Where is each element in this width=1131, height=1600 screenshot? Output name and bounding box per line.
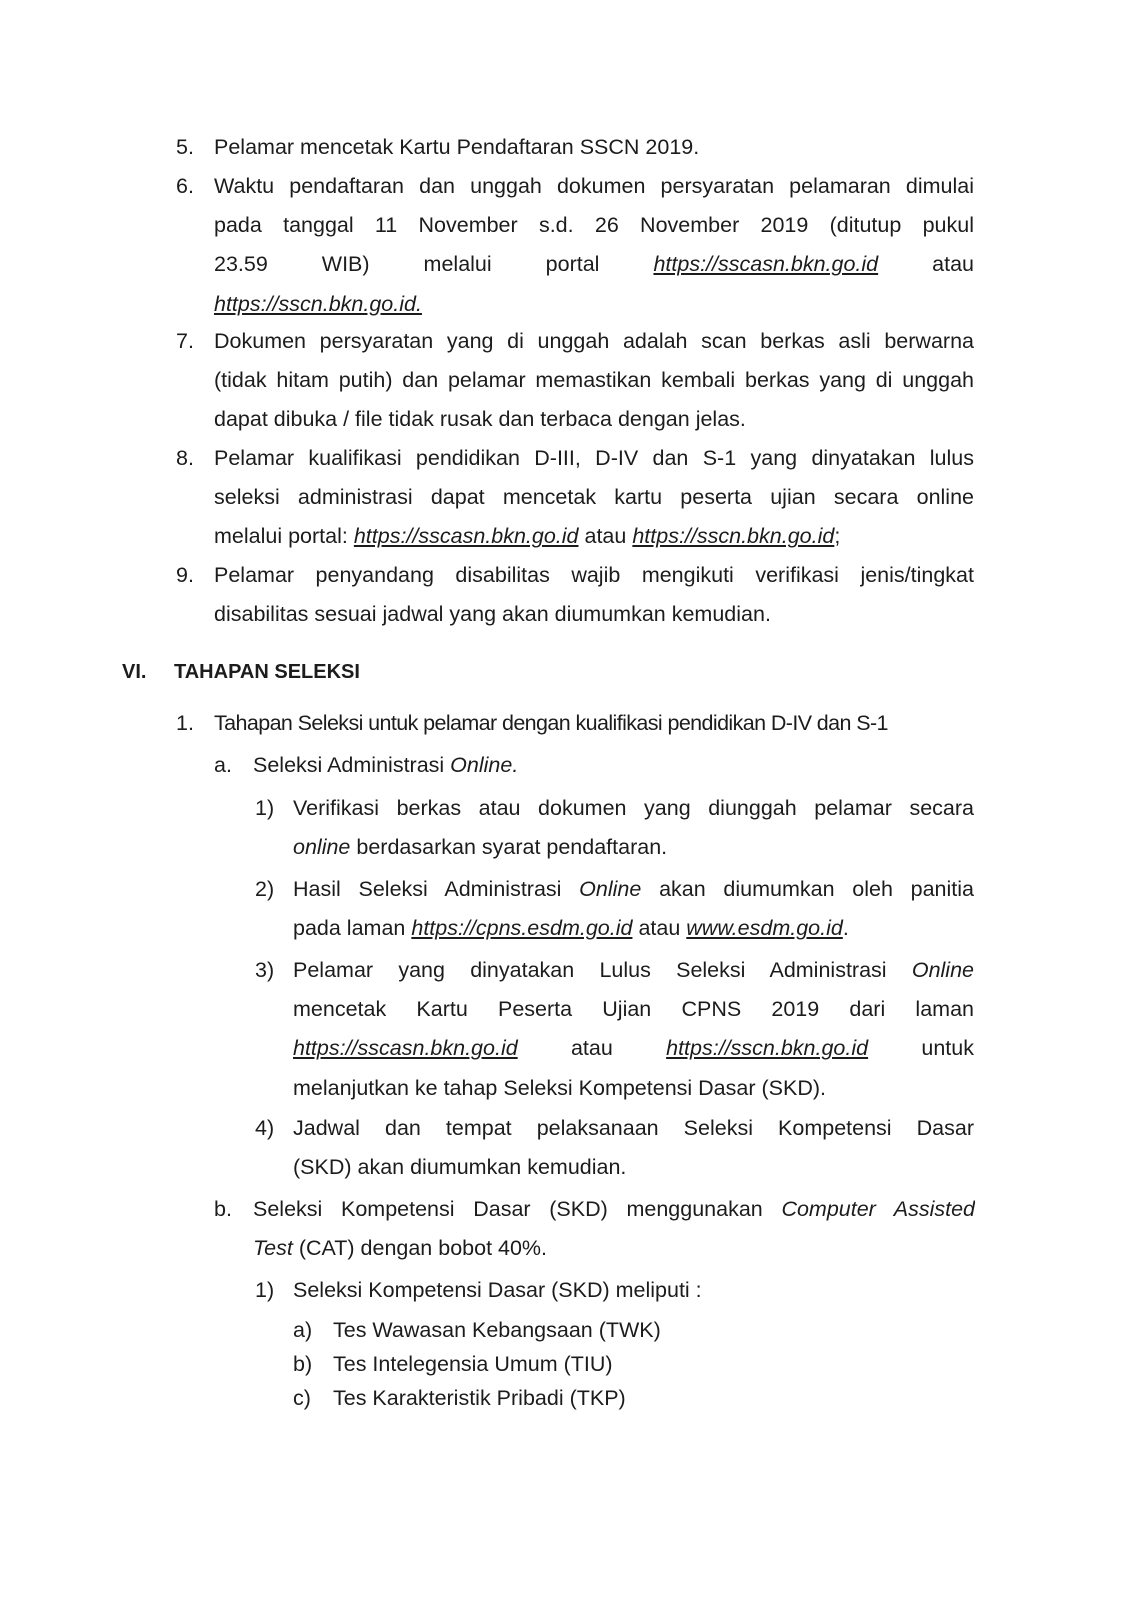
sscasn-link[interactable]: https://sscasn.bkn.go.id (293, 1036, 518, 1061)
paragraph-line: (tidak hitam putih) dan pelamar memastikan kembali berkas yang di unggah (214, 368, 974, 393)
test-name: Tes Wawasan Kebangsaan (TWK) (333, 1318, 661, 1342)
paragraph-line: Dokumen persyaratan yang di unggah adalah scan berkas asli berwarna (214, 329, 974, 353)
cpns-esdm-link[interactable]: https://cpns.esdm.go.id (411, 916, 633, 941)
paragraph-line: Pelamar penyandang disabilitas wajib mengikuti verifikasi jenis/tingkat (214, 563, 974, 587)
paragraph-line: pada tanggal 11 November s.d. 26 November 2019 (ditutup pukul (214, 213, 974, 238)
paragraph-line: mencetak Kartu Peserta Ujian CPNS 2019 dari laman (293, 997, 974, 1022)
sscasn-link[interactable]: https://sscasn.bkn.go.id (653, 252, 879, 277)
list-number: 9. (176, 563, 194, 587)
sub-letter: b. (214, 1197, 232, 1221)
paragraph-line: disabilitas sesuai jadwal yang akan diumumkan kemudian. (214, 602, 771, 627)
paragraph-line: Test (CAT) dengan bobot 40%. (253, 1236, 548, 1261)
paragraph-line (214, 285, 974, 324)
sub-letter: a. (214, 753, 232, 777)
test-name: Tes Intelegensia Umum (TIU) (333, 1352, 613, 1376)
section-title: TAHAPAN SELEKSI (174, 661, 360, 683)
section-roman-number: VI. (122, 661, 147, 683)
paragraph-line: melalui portal: https://sscasn.bkn.go.id atau https://sscn.bkn.go.id; (214, 524, 841, 549)
paragraph-line: pada laman https://cpns.esdm.go.id atau www.esdm.go.id. (293, 916, 849, 941)
sscasn-link[interactable]: https://sscasn.bkn.go.id (353, 524, 579, 549)
paragraph-line: Verifikasi berkas atau dokumen yang diunggah pelamar secara (293, 796, 974, 820)
paragraph-line: Pelamar kualifikasi pendidikan D-III, D-IV dan S-1 yang dinyatakan lulus (214, 446, 974, 470)
sub-item-title: Seleksi Administrasi Online. (253, 753, 519, 777)
test-name: Tes Karakteristik Pribadi (TKP) (333, 1386, 626, 1410)
paragraph-line: Jadwal dan tempat pelaksanaan Seleksi Kompetensi Dasar (293, 1116, 974, 1140)
list-number: 7. (176, 329, 194, 353)
list-number: 6. (176, 174, 194, 198)
paragraph-line: melanjutkan ke tahap Seleksi Kompetensi Dasar (SKD). (293, 1075, 826, 1100)
list-number: 2) (255, 877, 275, 901)
paragraph-line: Hasil Seleksi Administrasi Online akan diumumkan oleh panitia (293, 877, 974, 901)
sub-item-text: Seleksi Kompetensi Dasar (SKD) meliputi : (293, 1278, 702, 1302)
list-number: 1. (176, 711, 194, 735)
paragraph-line: dapat dibuka / file tidak rusak dan terbaca dengan jelas. (214, 407, 746, 432)
list-item-text: Pelamar mencetak Kartu Pendaftaran SSCN 2019. (214, 135, 700, 159)
sscn-link[interactable]: https://sscn.bkn.go.id (666, 1036, 869, 1061)
list-number: 1) (255, 1278, 275, 1302)
paragraph-line: online berdasarkan syarat pendaftaran. (293, 835, 668, 860)
list-number: 3) (255, 958, 275, 982)
paragraph-line: 23.59 WIB) melalui portal https://sscasn.bkn.go.id atau (214, 252, 974, 277)
list-number: 8. (176, 446, 194, 470)
paragraph-line: Waktu pendaftaran dan unggah dokumen persyaratan pelamaran dimulai (214, 174, 974, 198)
paragraph-line: (SKD) akan diumumkan kemudian. (293, 1155, 627, 1180)
list-number: 5. (176, 135, 194, 159)
paragraph-line: https://sscasn.bkn.go.id atau https://sscn.bkn.go.id untuk (293, 1036, 974, 1061)
test-letter: b) (293, 1352, 313, 1376)
sscn-link[interactable]: https://sscn.bkn.go.id. (214, 291, 422, 316)
test-letter: a) (293, 1318, 313, 1342)
esdm-link[interactable]: www.esdm.go.id (686, 916, 843, 941)
list-number: 1) (255, 796, 275, 820)
paragraph-line: seleksi administrasi dapat mencetak kartu peserta ujian secara online (214, 485, 974, 510)
sscn-link[interactable]: https://sscn.bkn.go.id (632, 524, 835, 549)
paragraph-line: Seleksi Kompetensi Dasar (SKD) menggunakan Computer Assisted (253, 1197, 975, 1221)
paragraph-line: Pelamar yang dinyatakan Lulus Seleksi Administrasi Online (293, 958, 974, 982)
stage-title: Tahapan Seleksi untuk pelamar dengan kualifikasi pendidikan D-IV dan S-1 (214, 711, 888, 735)
test-letter: c) (293, 1386, 311, 1410)
list-number: 4) (255, 1116, 275, 1140)
